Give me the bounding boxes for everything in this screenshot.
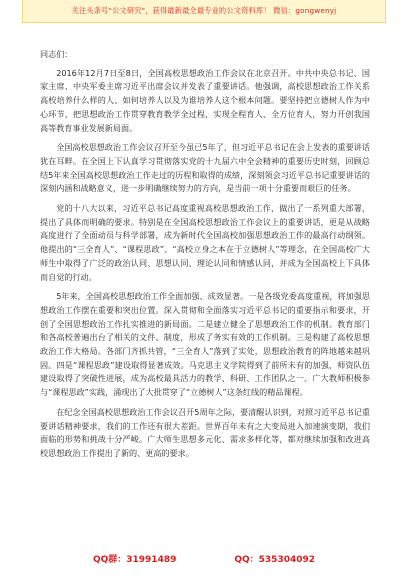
paragraph-4: 5年来，全国高校思想政治工作全面加强、成效显著。一是各级党委高度重视，将加强思想政治工作摆在重要和突出位置。深入贯彻和全面落实习近平总书记的重要指示和要求，开创了全国思想政治工作扎实推进的新局面。二是建立健全了思想政治工作的机制。教育部门和各高校普遍出台了相关的文件、制度，形成了务实有效的工作机制。三是构建了高校思想政治工作大格局。各部门齐抓共管，“三全育人”落到了实处，思想政治教育的阵地越来越巩固。四是“课程思政”建设取得显著成效。马克思主义学院得到了前所未有的加强，师资队伍建设取得了突破性进展，成为高校最具活力的教学、科研、工作团队之一。广大教师积极参与“课程思政”实践，涌现出了大批贯穿了“立德树人”这条红线的精品课程。 xyxy=(40,291,370,398)
promo-banner-text: 关注头条号"公文研究"，获得最新最全最专业的公文资料库！ 微信：gongwenyj xyxy=(71,6,337,15)
paragraph-2: 全国高校思想政治工作会议召开至今虽已5年了，但习近平总书记在会上发表的重要讲话犹在耳畔。在全国上下认真学习贯彻落实党的十九届六中全会精神的重要历史时刻，回顾总结5年来全国高校思想政治工作走过的历程和取得的成绩，深刻领会习近平总书记重要讲话的深刻内涵和战略意义，进一步明确继续努力的方向，是当前一项十分重要而艰巨的任务。 xyxy=(40,142,370,194)
footer-contact xyxy=(0,552,408,568)
greeting: 同志们： xyxy=(40,49,73,59)
footer-qq-group: QQ群：31991489 xyxy=(92,555,177,565)
footer-qq-number: QQ：535304092 xyxy=(234,555,316,565)
document-body xyxy=(40,48,370,467)
paragraph-3: 党的十八大以来，习近平总书记高度重视高校思想政治工作，做出了一系列重大部署，提出了具体而明确的要求。特别是在全国高校思想政治工作会议上的重要讲话，更是从战略高度进行了全面动员与科学部署，成为新时代全国高校加强思想政治工作的最高行动纲领。他提出的“三全育人”、“课程思政”、“高校立身之本在于立德树人”等理念，在全国高校广大师生中取得了广泛的政治认同、思想认同、理论认同和情感认同，并成为全国高校上下具体而自觉的行动。 xyxy=(40,203,370,282)
paragraph-5: 在纪念全国高校思想政治工作会议召开5周年之际，要清醒认识到，对照习近平总书记重要讲话精神要求，我们的工作还有很大差距。世界百年未有之大变局进入加速演变期，我们面临的形势和挑战十分严峻。广大师生思想多元化、需求多样化等，都对继续加强和改进高校思想政治工作提出了新的、更高的要求。 xyxy=(40,406,370,458)
promo-banner xyxy=(22,0,386,23)
paragraph-1: 2016年12月7日至8日，全国高校思想政治工作会议在北京召开。中共中央总书记、国家主席、中央军委主席习近平出席会议并发表了重要讲话。他强调，高校思想政治工作关系高校培养什么样的人、如何培养人以及为谁培养人这个根本问题。要坚持把立德树人作为中心环节，把思想政治工作贯穿教育教学全过程，实现全程育人、全方位育人，努力开创我国高等教育事业发展新局面。 xyxy=(40,67,370,133)
